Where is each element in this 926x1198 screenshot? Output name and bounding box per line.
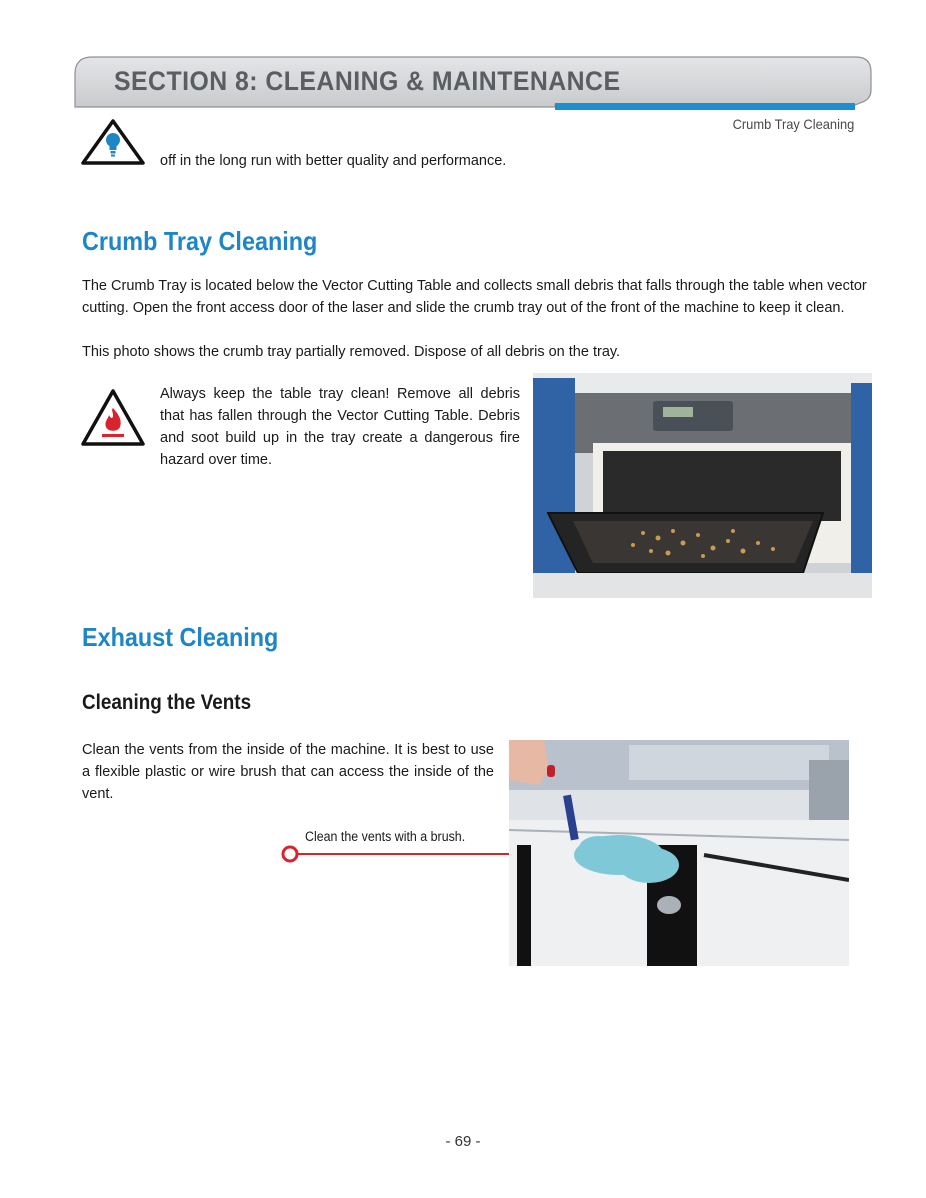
crumb-tray-photo-caption: This photo shows the crumb tray partially removed. Dispose of all debris on the tray.	[82, 344, 621, 360]
crumb-tray-heading: Crumb Tray Cleaning	[82, 226, 318, 256]
section-accent-bar	[555, 103, 855, 110]
fire-hazard-warning-icon	[80, 388, 146, 453]
vent-cleaning-photo	[509, 740, 849, 966]
section-header	[74, 56, 872, 108]
cleaning-vents-paragraph: Clean the vents from the inside of the machine. It is best to use a flexible plastic or wire brush that can access the inside of the vent.	[82, 742, 494, 802]
fire-hazard-warning-text: Always keep the table tray clean! Remove all debris that has fallen through the Vector Cutting Table. Debris and soot build up in the tray create a dangerous fire hazard over time.	[160, 386, 520, 468]
page-number: - 69 -	[445, 1133, 481, 1150]
section-title: SECTION 8: CLEANING & MAINTENANCE	[114, 66, 621, 96]
lightbulb-warning-icon	[80, 118, 146, 171]
exhaust-cleaning-heading: Exhaust Cleaning	[82, 622, 279, 652]
breadcrumb: Crumb Tray Cleaning	[732, 116, 854, 132]
cleaning-vents-subheading: Cleaning the Vents	[82, 691, 252, 714]
crumb-tray-photo	[533, 373, 872, 598]
crumb-tray-paragraph: The Crumb Tray is located below the Vector Cutting Table and collects small debris that falls through the table when vector cutting. Open the front access door of the laser and slide the crumb tray out of the front of the machine to keep it clean.	[82, 278, 867, 316]
tip-text: off in the long run with better quality and performance.	[160, 153, 507, 169]
vent-callout-label: Clean the vents with a brush.	[305, 829, 466, 844]
